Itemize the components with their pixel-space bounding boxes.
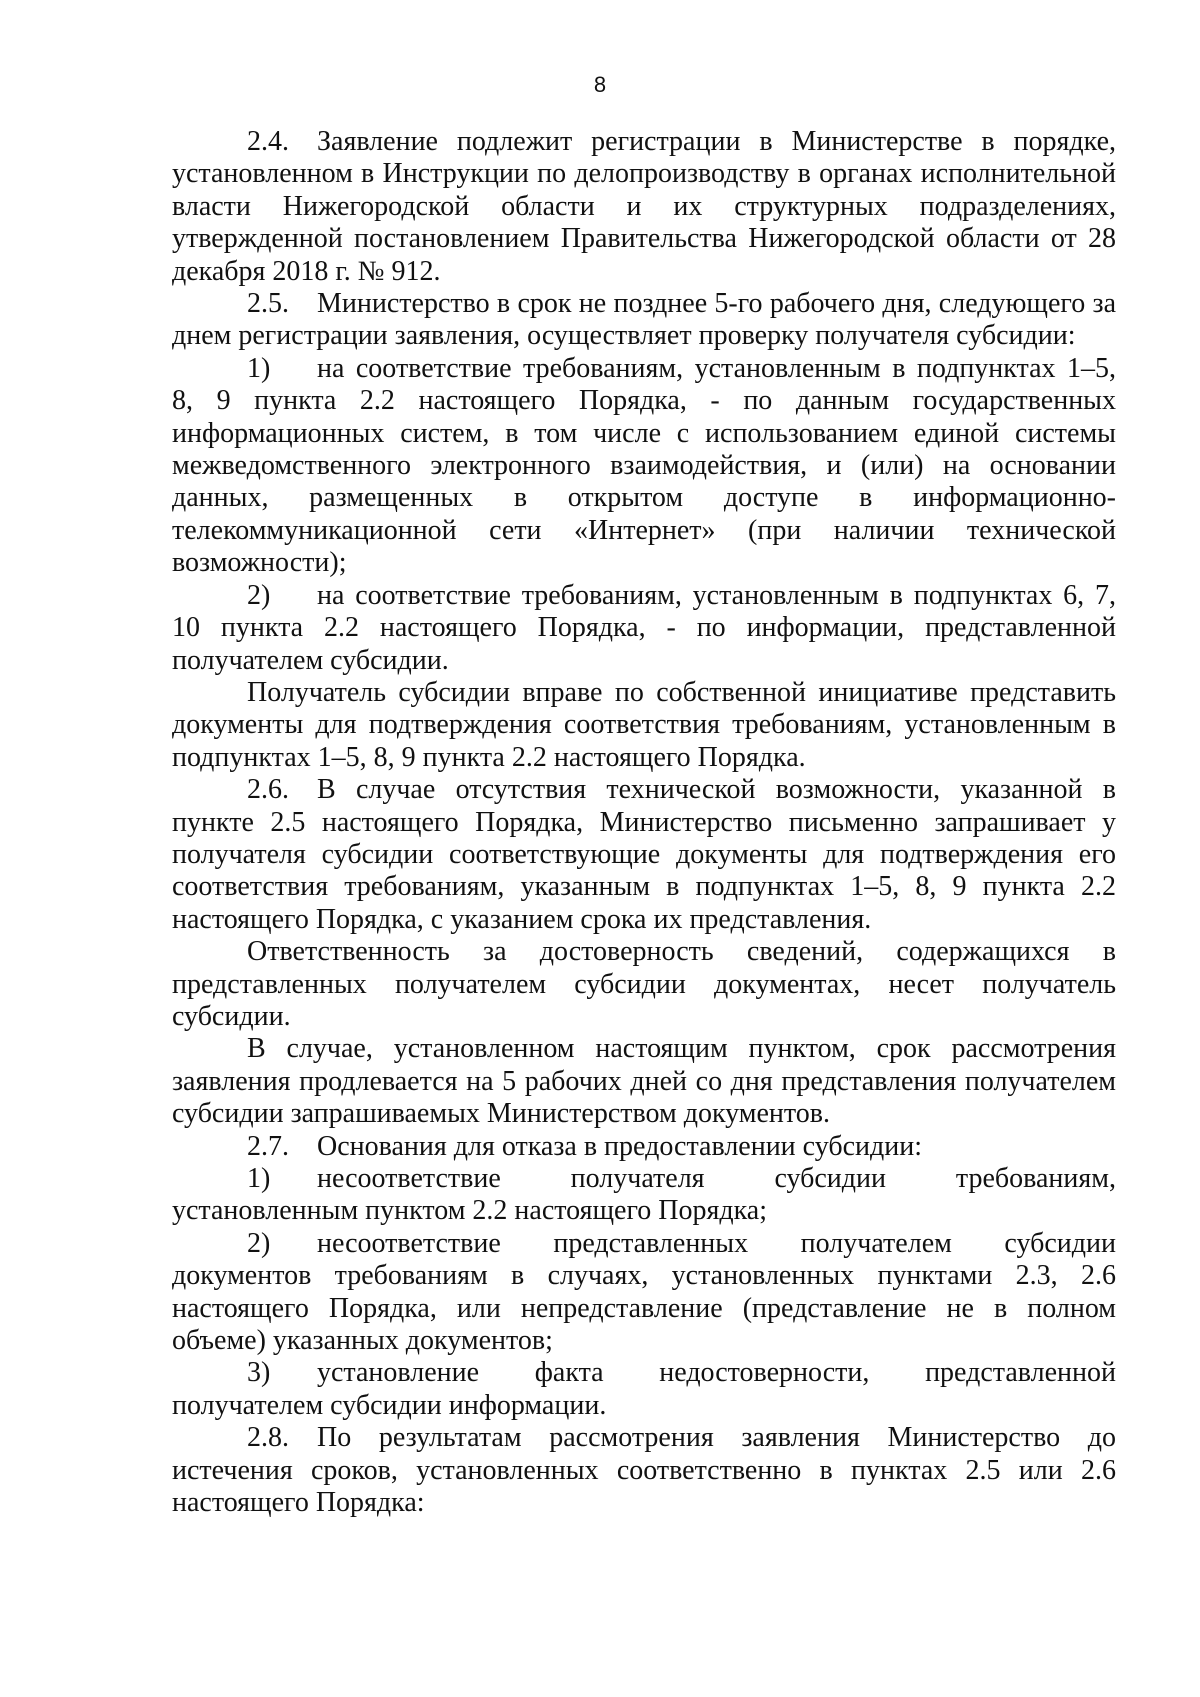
paragraph-2-8: [172, 1422, 1116, 1519]
list-item-2-5-2: [172, 580, 1116, 677]
list-item-2-7-2: [172, 1228, 1116, 1358]
paragraph-text: В случае, установленном настоящим пунктом, срок рассмотрения заявления продлевается на 5 рабочих дней со дня представления получателем субсидии запрашиваемых Министерством документов.: [172, 1033, 1116, 1130]
paragraph-2-7: [172, 1131, 1116, 1163]
paragraph-text: В случае отсутствия технической возможности, указанной в пункте 2.5 настоящего Порядка, Министерство письменно запрашивает у получателя субсидии соответствующие документы для подтверждения его соответствия требованиям, указанным в подпунктах 1–5, 8, 9 пункта 2.2 настоящего Порядка, с указанием срока их представления.: [172, 774, 1116, 935]
paragraph-text: Министерство в срок не позднее 5-го рабочего дня, следующего за днем регистрации заявления, осуществляет проверку получателя субсидии:: [172, 288, 1116, 352]
paragraph-number: 2.7.: [247, 1130, 289, 1162]
paragraph-text: Получатель субсидии вправе по собственной инициативе представить документы для подтверждения соответствия требованиям, установленным в подпунктах 1–5, 8, 9 пункта 2.2 настоящего Порядка.: [172, 676, 1116, 773]
paragraph-number: 2.5.: [247, 288, 289, 320]
document-body: [172, 126, 1116, 1519]
list-item-text: на соответствие требованиям, установленным в подпунктах 6, 7, 10 пункта 2.2 настоящего Порядка, - по информации, представленной получателем субсидии.: [172, 579, 1116, 676]
paragraph-2-4: [172, 126, 1116, 288]
list-item-2-5-1: [172, 353, 1116, 580]
list-item-2-7-1: [172, 1163, 1116, 1228]
page-number: 8: [593, 72, 607, 97]
paragraph-2-5: [172, 288, 1116, 353]
list-item-text: несоответствие представленных получателем субсидии документов требованиям в случаях, установленных пунктами 2.3, 2.6 настоящего Порядка, или непредставление (представление не в полном объеме) указанных документов;: [172, 1227, 1116, 1357]
list-item-number: 2): [247, 1227, 271, 1259]
list-item-text: на соответствие требованиям, установленным в подпунктах 1–5, 8, 9 пункта 2.2 настоящего Порядка, - по данным государственных информационных систем, в том числе с использованием единой системы межведомственного электронного взаимодействия, и (или) на основании данных, размещенных в открытом доступе в информационно-телекоммуникационной сети «Интернет» (при наличии технической возможности);: [172, 352, 1116, 579]
paragraph-term-extension: [172, 1033, 1116, 1130]
paragraph-text: Ответственность за достоверность сведений, содержащихся в представленных получателем субсидии документах, несет получатель субсидии.: [172, 936, 1116, 1032]
paragraph-number: 2.6.: [247, 774, 289, 806]
paragraph-text: Основания для отказа в предоставлении субсидии:: [317, 1130, 923, 1162]
list-item-2-7-3: [172, 1357, 1116, 1422]
paragraph-responsibility: [172, 936, 1116, 1033]
list-item-text: установление факта недостоверности, представленной получателем субсидии информации.: [172, 1357, 1116, 1421]
list-item-number: 3): [247, 1357, 271, 1389]
paragraph-text: Заявление подлежит регистрации в Министерстве в порядке, установленном в Инструкции по делопроизводству в органах исполнительной власти Нижегородской области и их структурных подразделениях, утвержденной постановлением Правительства Нижегородской области от 28 декабря 2018 г. № 912.: [172, 126, 1116, 287]
paragraph-text: По результатам рассмотрения заявления Министерство до истечения сроков, установленных соответственно в пунктах 2.5 или 2.6 настоящего Порядка:: [172, 1422, 1116, 1519]
paragraph-number: 2.8.: [247, 1422, 289, 1454]
list-item-text: несоответствие получателя субсидии требованиям, установленным пунктом 2.2 настоящего Порядка;: [172, 1163, 1116, 1227]
paragraph-2-6: [172, 774, 1116, 936]
list-item-number: 1): [247, 1163, 271, 1194]
list-item-number: 1): [247, 352, 271, 384]
paragraph-recipient-right: [172, 677, 1116, 774]
list-item-number: 2): [247, 579, 271, 611]
paragraph-number: 2.4.: [247, 126, 289, 157]
